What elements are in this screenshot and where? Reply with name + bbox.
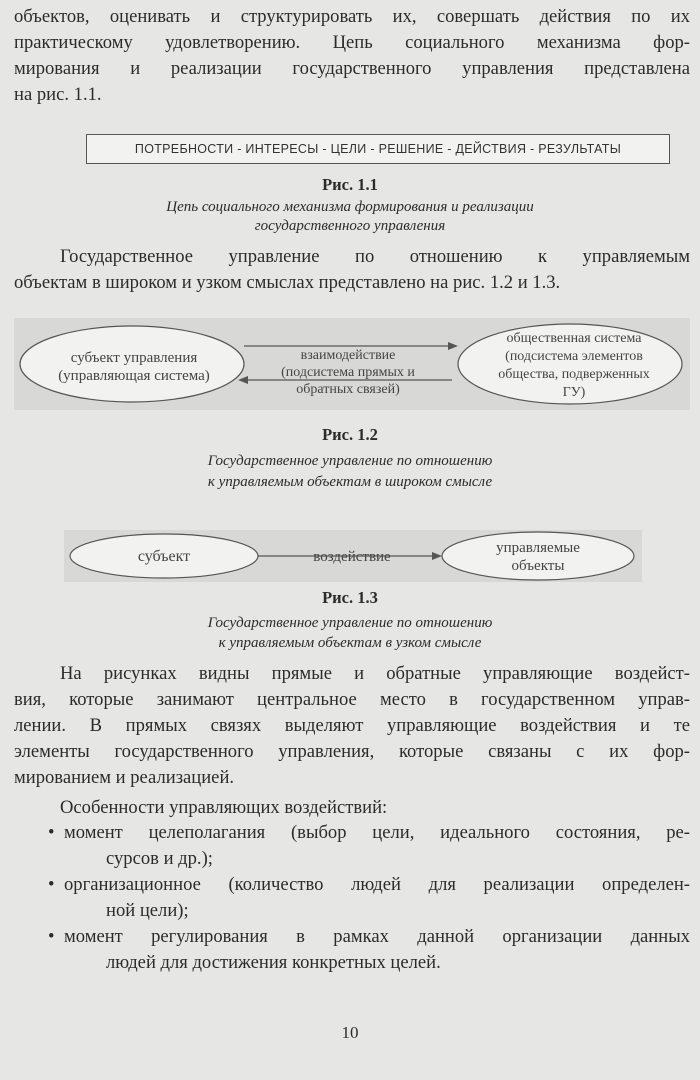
impact-label: воздействие	[313, 549, 391, 565]
fig1-1-caption-line: государственного управления	[254, 218, 446, 234]
object-label: общественная система	[506, 331, 642, 346]
objects-label: управляемые	[496, 540, 580, 556]
bullet-dot: •	[48, 926, 55, 947]
subject-label: субъект управления	[70, 350, 198, 366]
object-sublabel: ГУ)	[562, 385, 586, 400]
text-line: вия, которые занимают центральное место в государственном управ-	[14, 689, 690, 710]
fig1-2-caption-line: Государственное управление по отношению	[207, 453, 493, 469]
object-sublabel: (подсистема элементов	[505, 349, 643, 364]
fig1-2-caption-line: к управляемым объектам в широком смысле	[207, 474, 493, 490]
fig1-3-title: Рис. 1.3	[322, 588, 378, 607]
subject-label: субъект	[137, 548, 191, 565]
bullet-text-line: организационное (количество людей для реализации определен-	[64, 874, 690, 895]
paragraph-bottom	[14, 661, 690, 791]
bullet-dot: •	[48, 822, 55, 843]
fig1-2-diagram	[14, 318, 690, 410]
bullet-text-line: момент целеполагания (выбор цели, идеального состояния, ре-	[64, 822, 690, 843]
fig1-1-chain-box: ПОТРЕБНОСТИ - ИНТЕРЕСЫ - ЦЕЛИ - РЕШЕНИЕ - ДЕЙСТВИЯ - РЕЗУЛЬТАТЫ	[86, 134, 670, 164]
impact-arrowhead	[432, 552, 442, 560]
interaction-sublabel: (подсистема прямых и	[281, 365, 415, 380]
subject-sublabel: (управляющая система)	[58, 368, 210, 384]
text-line: мированием и реализацией.	[14, 767, 235, 788]
bullet-text-line: момент регулирования в рамках данной организации данных	[64, 926, 690, 947]
bullet-text-line: сурсов и др.);	[106, 848, 213, 869]
bullet-text-line: ной цели);	[106, 900, 189, 921]
bullet-dot: •	[48, 874, 55, 895]
interaction-sublabel: обратных связей)	[296, 382, 400, 397]
text-line: Государственное управление по отношению к управляемым	[60, 246, 690, 267]
fig1-1-title: Рис. 1.1	[322, 175, 378, 194]
feedback-arrowhead	[238, 376, 248, 384]
text-line: практическому удовлетворению. Цепь социального механизма фор-	[14, 32, 690, 53]
fig1-1-caption-line: Цепь социального механизма формирования и реализации	[166, 199, 534, 215]
text-line: мирования и реализации государственного управления представлена	[14, 58, 690, 79]
forward-arrowhead	[448, 342, 458, 350]
text-line: элементы государственного управления, которые связаны с их фор-	[14, 741, 690, 762]
text-line: объектам в широком и узком смыслах представлено на рис. 1.2 и 1.3.	[14, 272, 561, 293]
interaction-label: взаимодействие	[300, 348, 396, 363]
text-line: лении. В прямых связях выделяют управляющие воздействия и те	[14, 715, 690, 736]
fig1-3-diagram	[64, 528, 642, 584]
text-line: на рис. 1.1.	[14, 84, 102, 105]
paragraph-mid	[14, 244, 690, 296]
object-sublabel: общества, подверженных	[498, 367, 650, 382]
paragraph-top	[14, 4, 690, 108]
fig1-2-title: Рис. 1.2	[322, 425, 378, 444]
page-number: 10	[341, 1023, 359, 1042]
features-heading: Особенности управляющих воздействий:	[60, 797, 388, 818]
text-line: На рисунках видны прямые и обратные управляющие воздейст-	[60, 663, 690, 684]
text-line: объектов, оценивать и структурировать их, совершать действия по их	[14, 6, 690, 27]
fig1-3-caption-line: Государственное управление по отношению	[207, 615, 493, 631]
objects-label: объекты	[511, 558, 565, 574]
fig1-3-caption-line: к управляемым объектам в узком смысле	[218, 635, 482, 651]
bullet-text-line: людей для достижения конкретных целей.	[106, 952, 441, 973]
